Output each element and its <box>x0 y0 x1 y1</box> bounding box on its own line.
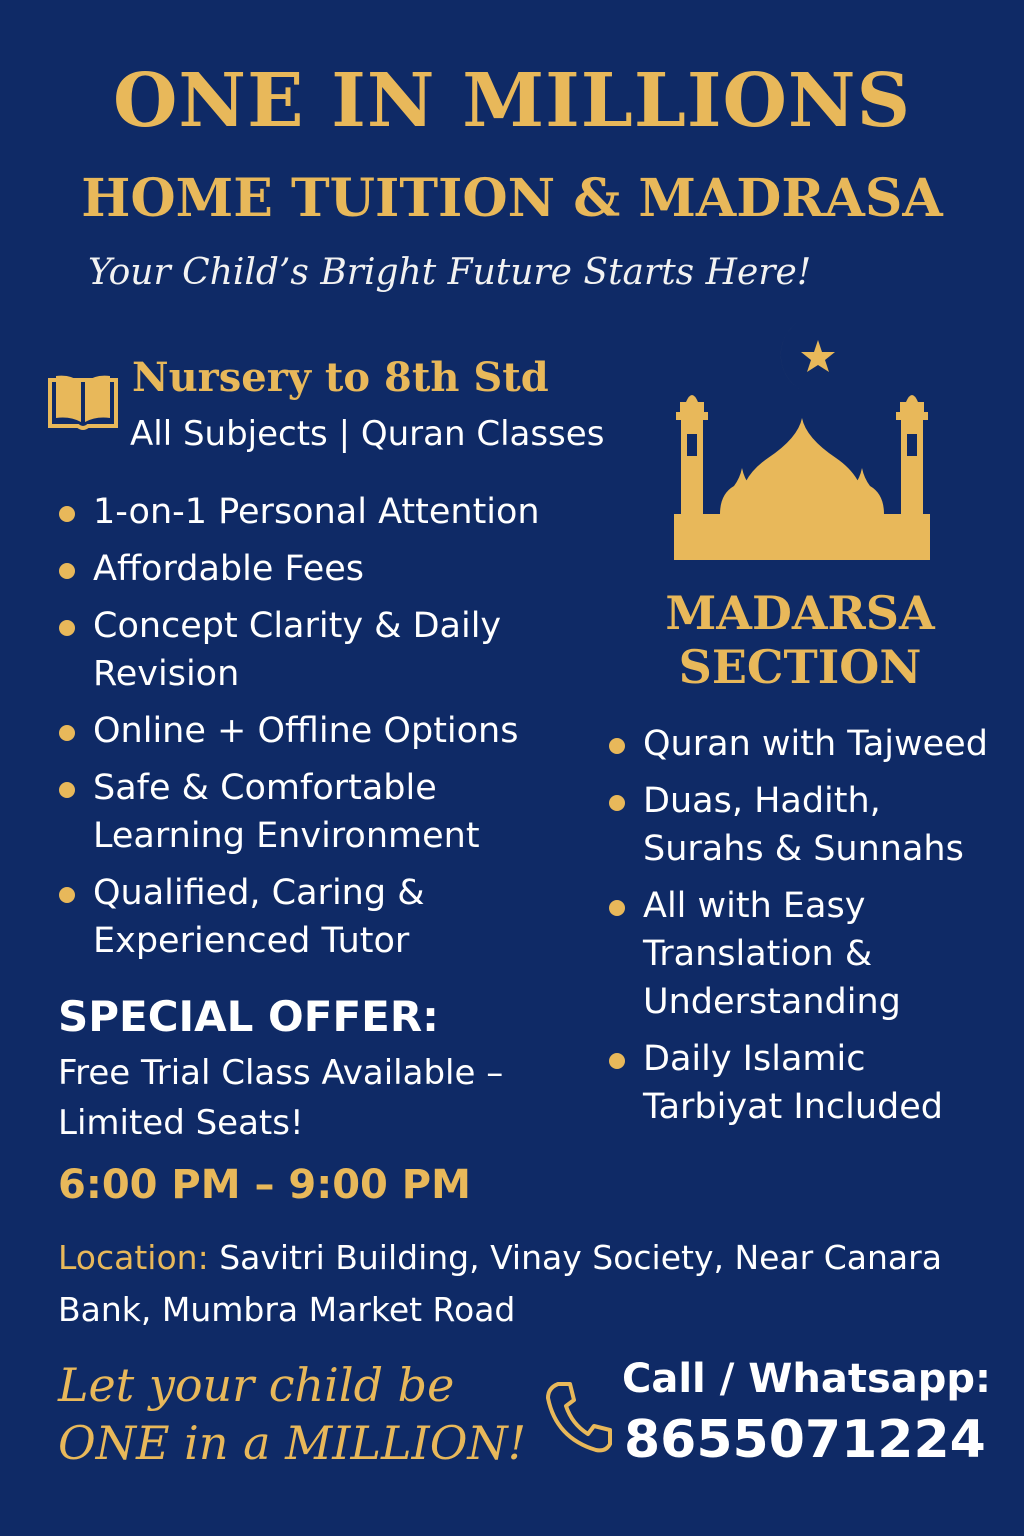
features-list <box>56 488 596 974</box>
list-item: 1-on-1 Personal Attention <box>56 488 596 536</box>
offer-title: SPECIAL OFFER: <box>58 992 439 1041</box>
madrasa-section-title <box>600 586 1000 694</box>
madrasa-list <box>606 720 1006 1140</box>
location-address: Savitri Building, Vinay Society, Near Canara Bank, Mumbra Market Road <box>58 1238 942 1329</box>
page-subtitle: HOME TUITION & MADRASA <box>81 168 943 229</box>
subjects-line: All Subjects | Quran Classes <box>130 414 605 454</box>
list-item: Duas, Hadith, Surahs & Sunnahs <box>606 777 1006 873</box>
closing-slogan <box>58 1356 558 1472</box>
list-item: Safe & Comfortable Learning Environment <box>56 764 596 860</box>
list-item: Affordable Fees <box>56 545 596 593</box>
madrasa-title-line-2: SECTION <box>678 640 922 694</box>
list-item: Online + Offline Options <box>56 707 596 755</box>
location <box>58 1232 958 1336</box>
list-item: Quran with Tajweed <box>606 720 1006 768</box>
list-item: Qualified, Caring & Experienced Tutor <box>56 869 596 965</box>
list-item: Concept Clarity & Daily Revision <box>56 602 596 698</box>
class-timing: 6:00 PM – 9:00 PM <box>58 1162 471 1208</box>
madrasa-title-line-1: MADARSA <box>665 586 935 640</box>
phone-icon <box>544 1378 614 1456</box>
contact-label: Call / Whatsapp: <box>622 1356 992 1402</box>
offer-text: Free Trial Class Available – Limited Seats! <box>58 1053 504 1143</box>
book-icon <box>46 372 120 434</box>
page-title: ONE IN MILLIONS <box>112 58 912 144</box>
closing-line-2: ONE in a MILLION! <box>58 1416 527 1470</box>
mosque-icon <box>668 318 936 568</box>
location-label: Location: <box>58 1238 209 1277</box>
closing-line-1: Let your child be <box>58 1358 455 1412</box>
list-item: All with Easy Translation & Understanding <box>606 882 1006 1026</box>
list-item: Daily Islamic Tarbiyat Included <box>606 1035 1006 1131</box>
tagline: Your Child’s Bright Future Starts Here! <box>88 252 812 293</box>
phone-number[interactable]: 8655071224 <box>624 1410 986 1470</box>
grade-range: Nursery to 8th Std <box>132 354 549 401</box>
